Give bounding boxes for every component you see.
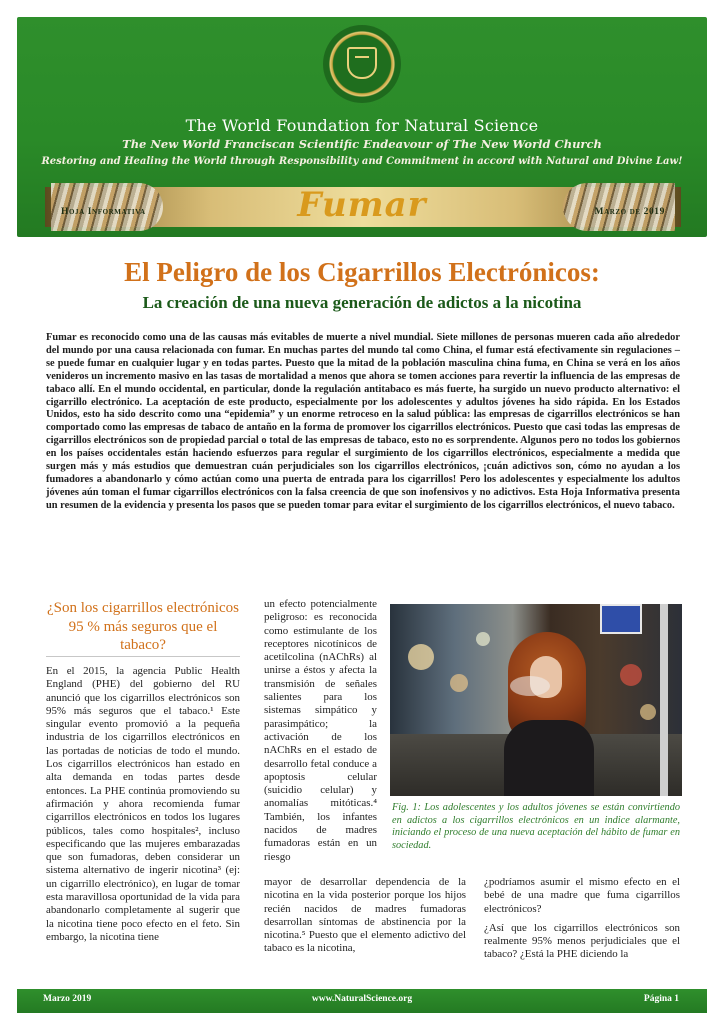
foundation-name: The World Foundation for Natural Science bbox=[185, 116, 539, 135]
newsletter-label: Hoja Informativa bbox=[61, 207, 146, 217]
young-woman-vaping-photo bbox=[390, 604, 682, 796]
footer-page-number: Página 1 bbox=[643, 994, 679, 1004]
body-column-left bbox=[46, 665, 240, 950]
endeavour-line: The New World Franciscan Scientific Endeavour of The New World Church bbox=[122, 137, 602, 151]
intro-paragraph: Fumar es reconocido como una de las causas más evitables de muerte a nivel mundial. Siete millones de personas mueren cada año alrededor del mundo por una causa relacionada con fumar. En muchas partes del mundo tal como China, el fumar está efectivamente sin regulaciones – se puede fumar en cualquier lugar y en todas partes. Puesto que la mitad de la población masculina china fuma, en China se verá en los años venideros un incremento masivo en las tasas de mortalidad a menos que ahora se tomen acciones para revertir la influencia de las empresas de tabaco allí. En el mundo occidental, en particular, donde la regulación antitabaco es más fuerte, ha surgido un nuevo producto alternativo: el cigarrillo electrónico. La aceptación de este producto, especialmente por los adolescentes y adultos jóvenes ha sido rápida. En los Estados Unidos, esto ha sido descrito como una “epidemia” y un enorme retroceso en la salud pública: las empresas de cigarrillos electrónicos se han comportado como las empresas de tabaco de antaño en la forma de promover los cigarrillos electrónicos. Puesto que casi todas las empresas de cigarrillos electrónicos son de propiedad parcial o total de las empresas de tabaco, esto no es sorprendente. Algunos pero no todos los gobiernos en los países occidentales están haciendo esfuerzos para regular el surgimiento de los cigarrillos electrónicos, especialmente a medida que surgen más y más estudios que demuestran cuán perjudiciales son los cigarrillos electrónicos, ¡cuán adictivos son, cómo no ayudan a los fumadores a abandonarlo y cómo actúan como una puerta de entrada para los cigarrillos! Pero los adolescentes y especialmente los adultos jóvenes aún toman el fumar cigarrillos electrónicos con la falsa creencia de que son inofensivos y no adictivos. Esta Hoja Informativa presenta un resumen de la evidencia y presenta los pasos que se pueden tomar para evitar el surgimiento de los cigarrillos electrónicos, el nuevo tabaco. bbox=[46, 332, 680, 511]
body-column-middle-bottom bbox=[264, 876, 466, 962]
footer-website-link[interactable]: www.NaturalScience.org bbox=[311, 994, 413, 1004]
issue-date: Marzo de 2019 bbox=[594, 207, 665, 217]
article-subheadline: La creación de una nueva generación de adictos a la nicotina bbox=[142, 293, 582, 312]
body-paragraph: ¿podríamos asumir el mismo efecto en el bebé de una madre que fuma cigarrillos electrónicos? bbox=[484, 876, 680, 915]
body-paragraph: ¿Así que los cigarrillos electrónicos son realmente 95% menos perjudiciales que el tabaco? ¿Está la PHE diciendo la bbox=[484, 921, 680, 961]
body-column-right bbox=[484, 876, 680, 968]
road-sign-icon bbox=[600, 604, 642, 634]
footer-date: Marzo 2019 bbox=[43, 994, 92, 1004]
foundation-seal-icon bbox=[323, 25, 401, 103]
body-paragraph: un efecto potencialmente peligroso: es reconocida como estimulante de los receptores nicotínicos de acetilcolina (nAChRs) al unirse a éstos y afecta la transmisión de señales salientes para los sistemas simpático y parasimpático; la activación de los nAChRs en el estado de desarrollo fetal conduce a apoptosis celular (suicidio celular) y anomalías mitóticas.⁴ También, los infantes nacidos de madres fumadoras están en un riesgo bbox=[264, 598, 377, 863]
section-divider bbox=[46, 656, 240, 657]
scales-emblem-icon bbox=[347, 47, 377, 79]
body-column-middle-top bbox=[264, 598, 377, 870]
body-paragraph: mayor de desarrollar dependencia de la nicotina en la vida posterior porque los hijos recién nacidos de madres fumadoras desarrollan síntomas de abstinencia por la nicotina.⁵ Puesto que el elemento adictivo del tabaco es la nicotina, bbox=[264, 876, 466, 955]
newsletter-title: Fumar bbox=[297, 185, 427, 225]
vapor-cloud bbox=[510, 676, 550, 696]
motto-line: Restoring and Healing the World through Responsibility and Commitment in accord with Natural and Divine Law! bbox=[41, 156, 683, 167]
section-heading: ¿Son los cigarrillos electrónicos 95 % más seguros que el tabaco? bbox=[46, 600, 240, 653]
page-footer bbox=[17, 989, 707, 1013]
masthead-banner bbox=[17, 17, 707, 237]
body-paragraph: En el 2015, la agencia Public Health England (PHE) del gobierno del RU anunció que los cigarrillos electrónicos son 95% más seguros que el tabaco.¹ Este singular evento promovió a la pequeña industria de los cigarrillos electrónicos en las portadas de noticias de todo el mundo. Los cigarrillos electrónicos han estado en alta demanda en todas partes desde entonces. La PHE continúa promoviendo su afirmación y ahora recomienda fumar cigarrillos electrónicos en todos los lugares públicos, tales como hospitales², incluso especificando que las mujeres embarazadas que son fumadoras, deben considerar un sistema alternativo de ingerir nicotina³ (ej: un cigarrillo electrónico), en lugar de tomar esta maravillosa oportunidad de la vida para abandonarlo completamente al sugerir que la nicotina tiene poco efecto en el feto. Sin embargo, la nicotina tiene bbox=[46, 665, 240, 943]
article-headline: El Peligro de los Cigarrillos Electrónicos: bbox=[124, 257, 600, 287]
figure-caption: Fig. 1: Los adolescentes y los adultos jóvenes se están convirtiendo en adictos a los cigarrillos electrónicos en un indice alarmante, iniciando el proceso de una nueva aceptación del hábito de fumar en sociedad. bbox=[392, 802, 680, 851]
